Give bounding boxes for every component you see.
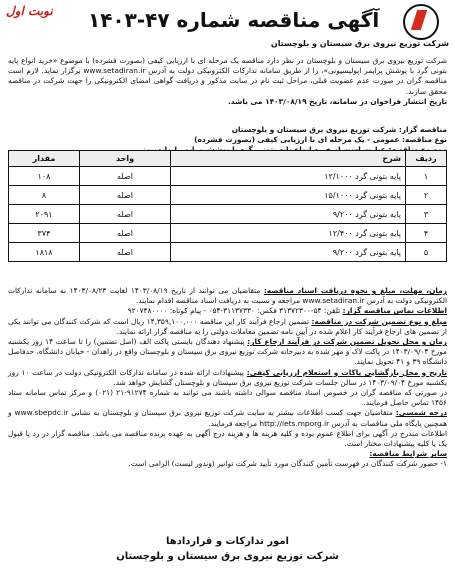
column-meghdar: مقدار [9, 151, 80, 167]
other-conditions-title: سایر شرایط مناقصه: [369, 449, 447, 459]
delivery-text: پیشنهاد دهندگان بایستی پاکت الف (اصل تضمین) را تا ساعت ۱۴ روز یکشنبه مورخ ۱۴۰۳/۰۹/۰۴ در پاکت لاک و مهر شده به دبیرخانه شرکت توزیع نیروی برق سیستان و بلوچستان واقع در زاهدان - خیابان دانشگاه، حدفاصل دانشگاه ۳۹ و ۴۱ تحویل نمایند. [8, 337, 448, 367]
contact-title: اطلاعات تماس مناقصه گزار: [342, 306, 447, 316]
row-vahed: اصله [80, 167, 171, 186]
row-meghdar: ۳۷۴ [9, 224, 80, 243]
round-tag: نوبت اول [6, 4, 53, 18]
row-sharh: پایه بتونی گرد ۱۲/۴۰۰ [171, 224, 406, 243]
row-radif: ۱ [406, 167, 447, 186]
column-radif: ردیف [406, 151, 447, 167]
column-vahed: واحد [80, 151, 171, 167]
intro-paragraph [8, 56, 447, 107]
row-meghdar: ۱۰۸ [9, 167, 80, 186]
company-name-footer: شرکت توزیع نیروی برق سیستان و بلوچستان [116, 551, 339, 562]
row-sharh: پایه بتونی گرد ۹/۲۰۰ [171, 205, 406, 224]
contact-text: تلفن: ۵۴-۳۱۳۷۲۳۰۰ فکس: ۳۱۱۳۷۳۳۰-۰۵۴ - پیام کوتاه: ۹۲۰۷۳۸۰۰۰۰ [127, 306, 341, 316]
more-info-text: متقاضیان جهت کسب اطلاعات بیشتر به سایت شرکت توزیع نیروی برق سیستان و بلوچستان به نشانی www.sbepdc.ir و همچنین پایگاه ملی مناقصات به آدرس http://iets.mporg.ir مراجعه فرمایند. [8, 408, 447, 428]
intro-text: شرکت توزیع نیروی برق سیستان و بلوچستان در نظر دارد مناقصه یک مرحله ای با ارزیابی کیفی (بصورت فشرده) با موضوع «خرید انواع پایه بتونی گرد با پوشش پرایمر اپولیسیونی»، را از طریق سامانه تدارکات الکترونیکی دولت به آدرس www.setadiran.ir برگزار نماید. لازم است مناقصه گران در صورت عدم عضویت قبلی، مراحل ثبت نام در سایت مذکور و دریافت گواهی امضای الکترونیکی را جهت شرکت در مناقصه محقق سازند. [8, 56, 447, 96]
items-table [8, 150, 447, 262]
row-sharh: پایه بتونی گرد ۱۲/۱۰۰۰ [171, 167, 406, 186]
questions-text: در صورتی که مناقصه گران در خصوص اسناد مناقصه سوالی داشته باشند می توانند به شماره ۹۱۲۷۴-۲۱ (۰۲۱) و مرکز تماس سامانه ستاد ۱۴۵۶ تماس حاصل فرمایند. [8, 388, 447, 408]
company-logo [403, 4, 439, 40]
table-row [9, 167, 447, 186]
items-table-wrapper [8, 150, 447, 262]
company-name: شرکت توزیع نیروی برق سیستان و بلوچستان [270, 39, 449, 48]
guarantee-title: مبلغ و نوع تضمین شرکت در مناقصه: [311, 316, 447, 326]
delivery-title: زمان و محل تحویل تضمین شرکت در فرآیند ارجاع کار: [247, 337, 447, 347]
header [6, 4, 449, 56]
opening-title: تاریخ و محل بازگشایی پاکات و استعلام ارزیابی کیفی: [246, 367, 447, 377]
row-radif: ۲ [406, 186, 447, 205]
notice-title: آگهی مناقصه شماره ۴۷-۱۴۰۳ [88, 8, 380, 32]
row-sharh: پایه بتونی گرد ۹/۲۰۰ [171, 243, 406, 262]
row-vahed: اصله [80, 224, 171, 243]
row-sharh: پایه بتونی گرد ۱۵/۱۰۰۰ [171, 186, 406, 205]
row-vahed: اصله [80, 205, 171, 224]
row-radif: ۳ [406, 205, 447, 224]
notes-text: اطلاعات مندرج در آگهی برای اطلاع عموم بوده و کلیه هزینه ها و هزینه درج آگهی به عهده برنده مناقصه می باشد. مناقصه گزار در رد یا قبول یک یا کلیه پیشنهادات مختار است. [8, 428, 447, 449]
column-sharh: شرح [171, 151, 406, 167]
type-line: نوع مناقصه: عمومی - یک مرحله ای با ارزیابی کیفی (بصورت فشرده) [194, 135, 447, 145]
publish-date-line: تاریخ انتشار فراخوان در سامانه، تاریخ ۱۴۰۳/۰۸/۱۹ می باشد. [227, 96, 447, 106]
row-radif: ۴ [406, 224, 447, 243]
row-radif: ۵ [406, 243, 447, 262]
opening-text: پیشنهادات ارائه شده در سامانه تدارکات الکترونیکی دولت در ساعت ۱۰ روز یکشنبه مورخ ۱۴۰۳/۰۹/۰۴ در سالن جلسات شرکت توزیع نیروی برق سیستان و بلوچستان گشایش خواهد شد. [8, 367, 447, 387]
table-row [9, 186, 447, 205]
employer-line: مناقصه گزار: شرکت توزیع نیروی برق سیستان و بلوچستان [231, 125, 447, 134]
docs-text: متقاضیان می توانند از تاریخ ۱۴۰۳/۰۸/۱۹ لغایت ۱۴۰۳/۰۸/۲۳ به سامانه تدارکات الکترونیکی دولت به آدرس www.setadiran.ir مراجعه و نسبت به دریافت اسناد مناقصه اقدام نمایند. [8, 286, 447, 306]
table-row [9, 224, 447, 243]
department-name: امور تدارکات و قراردادها [166, 536, 289, 547]
guarantee-text: تضمین ارجاع فرآیند کار این مناقصه ۱۴,۳۵۹,۱۰۰,۰۰۰ ریال است که شرکت کنندگان می توانند یکی از تضمین های ارجاع فرآیند کار اعلام شده در آیین نامه تضمین معاملات دولتی را به مناقصه گزار ارائه نمایند. [8, 316, 447, 336]
table-row [9, 205, 447, 224]
conditions-section [8, 286, 447, 470]
other-conditions-text: ۱- حضور شرکت کنندگان در فهرست تأمین کنندگان مورد تأیید شرکت توانیر (وندور لیست) الزامی است. [128, 459, 447, 469]
row-vahed: اصله [80, 186, 171, 205]
row-meghdar: ۱۸۱۸ [9, 243, 80, 262]
row-vahed: اصله [80, 243, 171, 262]
more-info-title: درجه شمسی: [395, 408, 447, 418]
row-meghdar: ۲۰۹۱ [9, 205, 80, 224]
docs-title: زمان، مهلت، مبلغ و نحوه دریافت اسناد مناقصه: [263, 286, 448, 295]
table-row [9, 243, 447, 262]
row-meghdar: ۸ [9, 186, 80, 205]
footer-signature [0, 534, 455, 564]
